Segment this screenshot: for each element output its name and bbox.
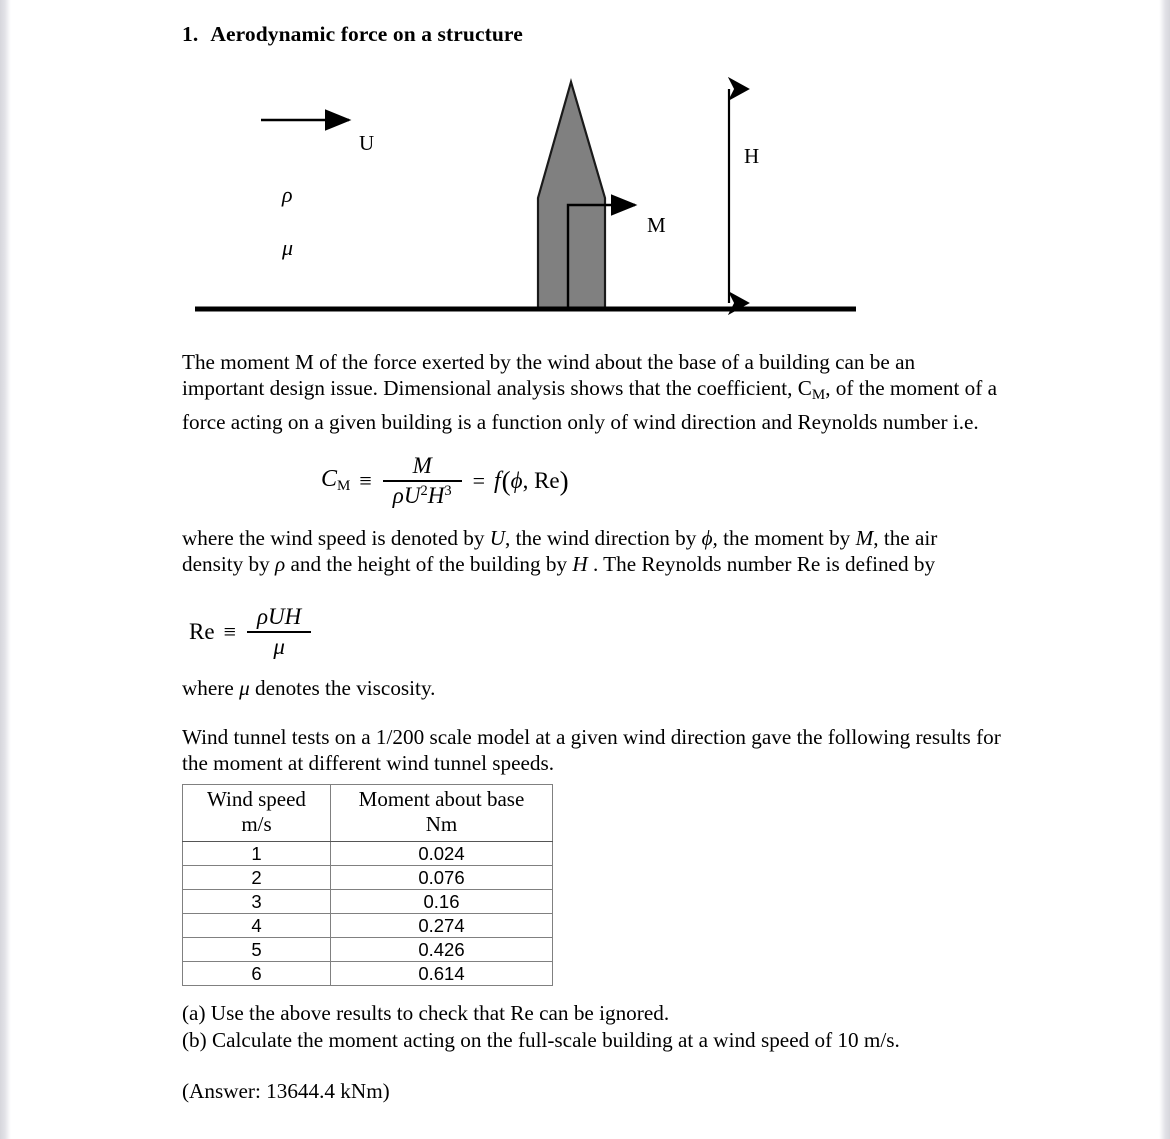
- p2-c: the moment by: [717, 526, 856, 550]
- p2-b: , the wind direction by: [505, 526, 702, 550]
- building-shape: [538, 82, 605, 310]
- table-row: [183, 914, 553, 938]
- column-header-wind-speed: [183, 785, 331, 842]
- cell-wind-speed: 6: [183, 962, 331, 986]
- cell-moment: 0.426: [331, 938, 553, 962]
- eq-cm-fraction-bar: [383, 480, 462, 482]
- eq-cm-arg-comma: ,: [522, 468, 529, 493]
- eq-cm-close-paren: ): [559, 465, 569, 496]
- cell-wind-speed: 4: [183, 914, 331, 938]
- cell-moment: 0.614: [331, 962, 553, 986]
- cell-wind-speed: 2: [183, 866, 331, 890]
- label-U: U: [359, 131, 375, 155]
- cell-moment: 0.076: [331, 866, 553, 890]
- aerodynamic-force-diagram: [11, 60, 1159, 330]
- paragraph-viscosity-definition: [182, 675, 998, 701]
- eq-re-numerator: ρUH: [256, 603, 302, 629]
- document-page: [11, 0, 1159, 1139]
- cell-moment: 0.16: [331, 890, 553, 914]
- cell-moment: 0.024: [331, 842, 553, 866]
- eq-cm-open-paren: (: [501, 465, 511, 496]
- paragraph-symbol-definitions: [182, 525, 998, 578]
- eq-cm-numerator: M: [412, 452, 432, 478]
- equation-reynolds-number: [189, 602, 313, 662]
- eq-cm-equals: =: [472, 468, 485, 493]
- page-edge-shadow-right: [1159, 0, 1170, 1139]
- p3-mu: μ: [239, 676, 250, 700]
- table-header-row: [183, 785, 553, 842]
- column-header-moment-units: Nm: [425, 812, 458, 836]
- paragraph-moment-intro: [182, 349, 998, 435]
- eq-re-denominator: μ: [273, 634, 285, 660]
- p2-e: and the height of the building by: [285, 552, 573, 577]
- eq-cm-identity: ≡: [359, 468, 372, 493]
- cell-wind-speed: 1: [183, 842, 331, 866]
- cropped-next-line: [182, 1127, 702, 1139]
- question-part-a: (a) Use the above results to check that Re can be ignored.: [182, 1001, 670, 1025]
- table-row: [183, 866, 553, 890]
- p2-rho: ρ: [275, 552, 286, 577]
- column-header-wind-speed-line1: Wind speed: [207, 787, 306, 811]
- paragraph-1-part1: The moment M of the force exerted by the wind about the base of a building can be an important design issue. Dimensional analysis shows that the coefficient, C: [182, 350, 916, 401]
- label-rho: ρ: [282, 182, 293, 207]
- eq-cm-arg-phi: ϕ: [510, 468, 523, 493]
- wind-tunnel-results-table: [182, 784, 553, 986]
- table-header: [183, 785, 553, 842]
- table-row: [183, 938, 553, 962]
- p2-u: U: [489, 526, 506, 550]
- question-parts: [182, 1000, 1006, 1054]
- question-number: 1.: [182, 22, 199, 46]
- p3-a: where: [182, 676, 240, 700]
- table-body: [183, 842, 553, 986]
- page-edge-shadow-left: [0, 0, 11, 1139]
- table-row: [183, 842, 553, 866]
- p2-h: H: [572, 552, 588, 577]
- p2-d: , the air density by: [182, 526, 938, 577]
- label-H: H: [744, 144, 760, 168]
- p2-a: where the wind speed is denoted by: [182, 526, 490, 550]
- p2-phi: ϕ,: [701, 526, 718, 550]
- column-header-wind-speed-units: m/s: [241, 812, 272, 836]
- column-header-moment-line1: Moment about base: [358, 787, 525, 811]
- cell-wind-speed: 3: [183, 890, 331, 914]
- page-title: Aerodynamic force on a structure: [210, 22, 523, 46]
- eq-cm-denominator: $\rho U^2H^3$: [392, 483, 452, 509]
- answer-line: (Answer: 13644.4 kNm): [182, 1079, 390, 1103]
- table-row: [183, 890, 553, 914]
- cm-subscript: M: [811, 387, 826, 404]
- p2-f: . The Reynolds number Re is defined by: [587, 552, 936, 577]
- eq-cm-fraction: [383, 453, 462, 509]
- question-title: [182, 22, 523, 47]
- eq-re-identity: ≡: [223, 619, 236, 644]
- eq-re-fraction-bar: [247, 631, 311, 633]
- eq-cm-lhs: CM: [321, 466, 351, 495]
- paragraph-wind-tunnel-intro: Wind tunnel tests on a 1/200 scale model at a given wind direction gave the following results for the moment at different wind tunnel speeds.: [182, 725, 1001, 776]
- eq-cm-function: f: [494, 467, 501, 494]
- table-row: [183, 962, 553, 986]
- column-header-moment: [331, 785, 553, 842]
- equation-moment-coefficient: [321, 452, 569, 510]
- paragraph-1-part2: , of the moment of a force acting on a given building is a function only of wind direction and Reynolds number i.e.: [182, 376, 997, 434]
- cell-moment: 0.274: [331, 914, 553, 938]
- label-mu: μ: [282, 235, 294, 260]
- question-part-b: (b) Calculate the moment acting on the full-scale building at a wind speed of 10 m/s.: [182, 1027, 900, 1052]
- label-M: M: [647, 213, 666, 237]
- p2-m: M: [855, 526, 874, 550]
- cell-wind-speed: 5: [183, 938, 331, 962]
- eq-re-lhs: Re: [189, 619, 215, 644]
- eq-re-fraction: [247, 604, 311, 660]
- eq-cm-arg-re: Re: [534, 468, 560, 493]
- p3-b: denotes the viscosity.: [249, 676, 436, 700]
